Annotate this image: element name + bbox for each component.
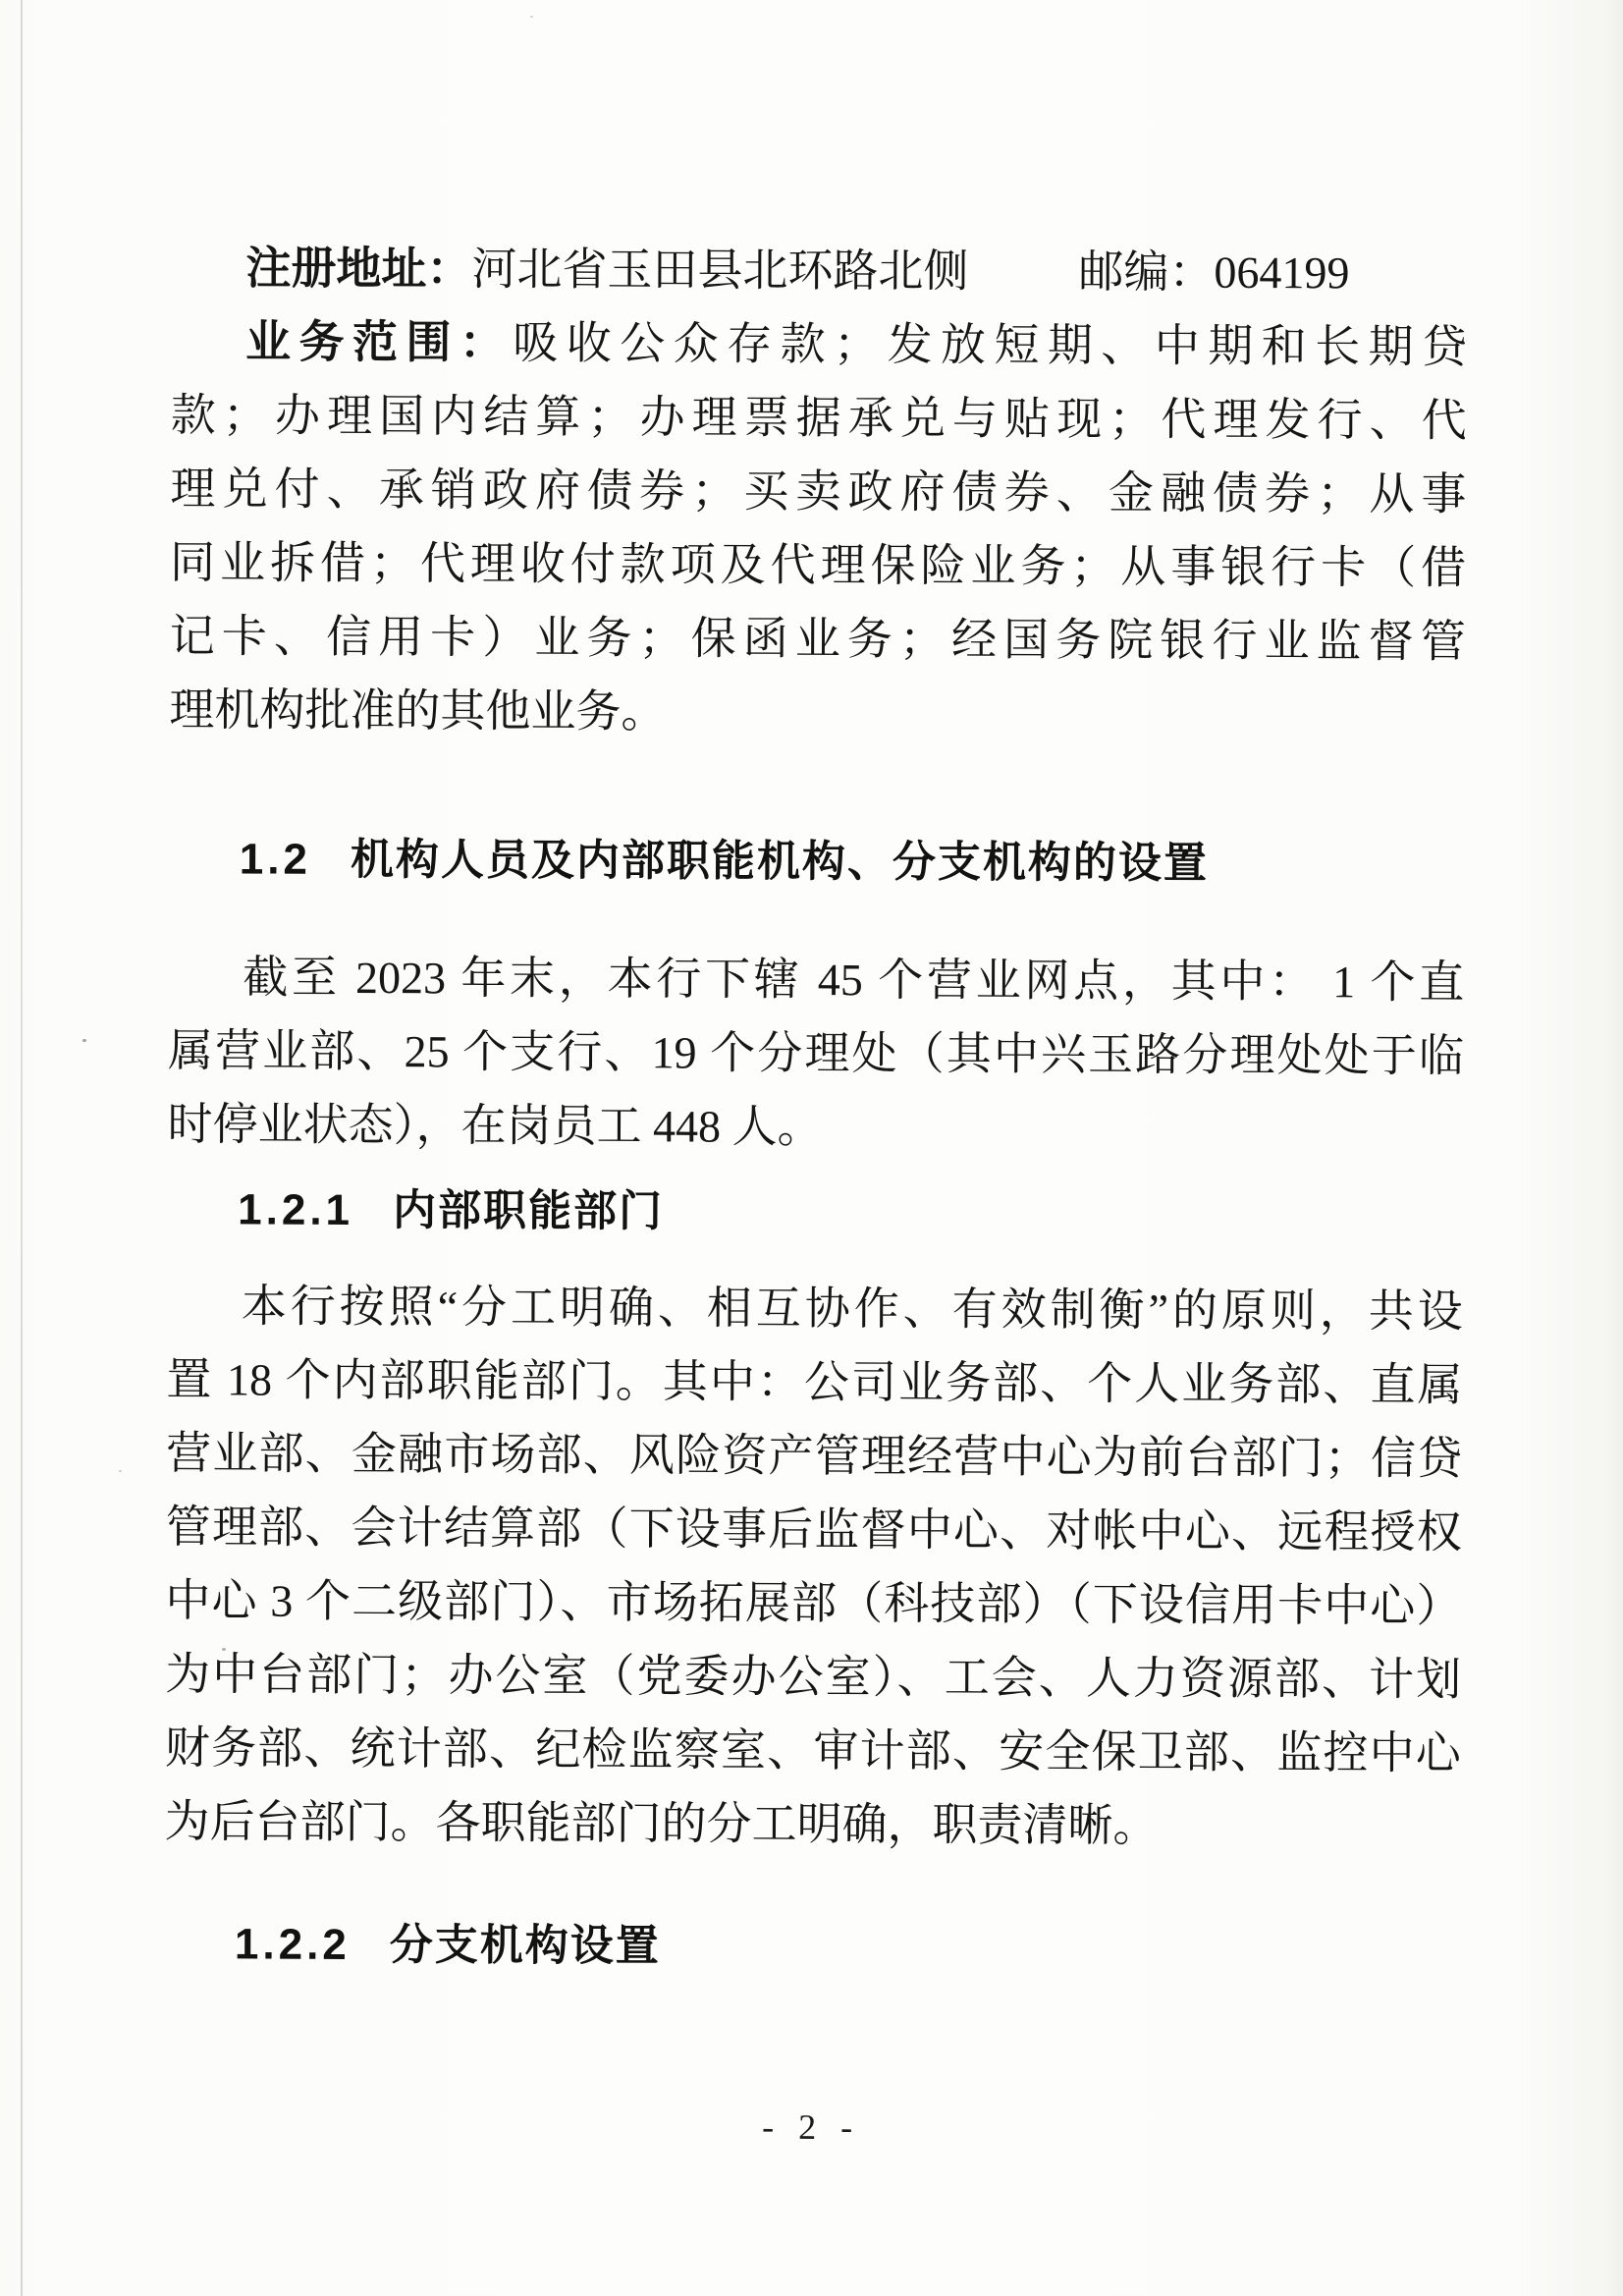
scan-edge-line (21, 0, 23, 2296)
text-line: 截至 2023 年末，本行下辖 45 个营业网点，其中： 1 个直 (243, 952, 1465, 1008)
section-number: 1.2 (239, 835, 312, 884)
text-line: 理机构批准的其他业务。 (169, 684, 667, 738)
page-number: - 2 - (762, 2106, 861, 2148)
text-line: 记卡、信用卡）业务；保函业务；经国务院银行业监督管 (169, 611, 1466, 667)
postcode-value: 064199 (1214, 246, 1350, 299)
section-title: 分支机构设置 (389, 1921, 661, 1971)
page-content (162, 0, 1468, 2296)
registration-address-value: 河北省玉田县北环路北侧 (471, 244, 969, 297)
text-line: 置 18 个内部职能部门。其中：公司业务部、个人业务部、直属 (166, 1354, 1463, 1410)
section-title: 机构人员及内部职能机构、分支机构的设置 (350, 835, 1210, 888)
postcode-label: 邮编： (1078, 246, 1215, 298)
text-line: 管理部、会计结算部（下设事后监督中心、对帐中心、远程授权 (165, 1502, 1462, 1558)
text-line: 营业部、金融市场部、风险资产管理经营中心为前台部门；信贷 (166, 1428, 1463, 1484)
text-line: 同业拆借；代理收付款项及代理保险业务；从事银行卡（借 (169, 537, 1467, 593)
text-line (171, 304, 1467, 384)
staffing-paragraph (167, 940, 1464, 1167)
registration-address-label: 注册地址： (245, 243, 472, 295)
section-number: 1.2.2 (234, 1920, 351, 1969)
registration-address-line (171, 231, 1467, 310)
text-line: 款；办理国内结算；办理票据承兑与贴现；代理发行、代 (170, 390, 1467, 446)
section-heading-1-2-2 (235, 1907, 1460, 1986)
departments-paragraph (164, 1269, 1463, 1864)
text-line: 属营业部、25 个支行、19 个分理处（其中兴玉路分理处处于临 (167, 1025, 1465, 1081)
text-line: 时停业状态），在岗员工 448 人。 (167, 1099, 823, 1153)
text-line: 本行按照“分工明确、相互协作、有效制衡”的原则，共设 (241, 1281, 1463, 1337)
text-line: 中心 3 个二级部门）、市场拓展部（科技部）（下设信用卡中心） (165, 1575, 1462, 1631)
scan-speck (119, 1470, 122, 1472)
text-line: 为后台部门。各职能部门的分工明确，职责清晰。 (164, 1796, 1159, 1851)
section-title: 内部职能部门 (392, 1186, 665, 1236)
section-heading-1-2-1 (238, 1173, 1463, 1251)
scan-speck (82, 1039, 86, 1042)
text-line: 财务部、统计部、纪检监察室、审计部、安全保卫部、监控中心 (164, 1722, 1461, 1778)
text-line: 为中台部门；办公室（党委办公室）、工会、人力资源部、计划 (165, 1649, 1462, 1705)
business-scope-label: 业务范围： (244, 316, 514, 368)
business-scope-paragraph (169, 304, 1467, 752)
section-number: 1.2.1 (238, 1185, 354, 1234)
section-heading-1-2 (240, 822, 1465, 901)
business-scope-first-line: 吸收公众存款；发放短期、中期和长期贷 (513, 317, 1468, 372)
text-line: 理兑付、承销政府债券；买卖政府债券、金融债券；从事 (170, 464, 1467, 519)
